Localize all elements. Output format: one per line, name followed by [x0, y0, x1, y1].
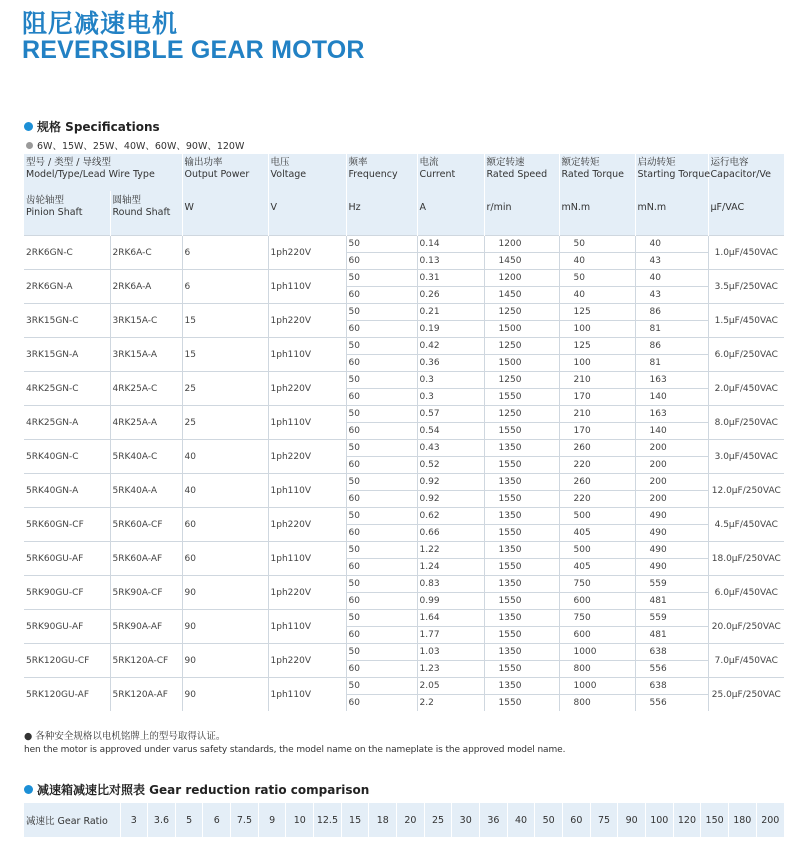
current-cell: 0.62	[417, 508, 484, 525]
voltage-cell: 1ph110V	[268, 270, 346, 304]
rated-speed-cell: 1450	[484, 287, 559, 304]
frequency-cell: 60	[346, 423, 417, 440]
header-current	[417, 154, 484, 236]
starting-torque-cell: 638	[635, 644, 708, 661]
round-shaft-model: 2RK6A-A	[110, 270, 182, 304]
rated-torque-cell: 800	[559, 661, 635, 678]
rated-torque-cell: 220	[559, 457, 635, 474]
capacitor-cell: 2.0μF/450VAC	[708, 372, 784, 406]
specifications-heading	[24, 118, 160, 135]
frequency-cell: 50	[346, 508, 417, 525]
rated-speed-cell: 1550	[484, 593, 559, 610]
voltage-cell: 1ph110V	[268, 406, 346, 440]
rated-torque-cell: 220	[559, 491, 635, 508]
rated-torque-cell: 50	[559, 236, 635, 253]
table-row	[24, 236, 784, 253]
starting-torque-cell: 40	[635, 236, 708, 253]
starting-torque-cell: 140	[635, 389, 708, 406]
power-range-text: 6W、15W、25W、40W、60W、90W、120W	[37, 141, 245, 152]
frequency-cell: 60	[346, 661, 417, 678]
capacitor-cell: 3.0μF/450VAC	[708, 440, 784, 474]
header-capacitor	[708, 154, 784, 236]
voltage-cell: 1ph220V	[268, 304, 346, 338]
pinion-shaft-model: 5RK90GU-AF	[24, 610, 110, 644]
round-shaft-model: 5RK40A-C	[110, 440, 182, 474]
current-cell: 0.99	[417, 593, 484, 610]
rated-torque-cell: 750	[559, 576, 635, 593]
rated-torque-cell: 750	[559, 610, 635, 627]
rated-torque-cell: 40	[559, 253, 635, 270]
gear-ratio-value: 90	[618, 803, 646, 837]
grey-bullet-icon	[26, 142, 33, 149]
output-power-cell: 90	[182, 610, 268, 644]
header-model-label: 型号 / 类型 / 导线型 Model/Type/Lead Wire Type	[26, 157, 155, 180]
header-output-power	[182, 154, 268, 236]
round-shaft-model: 5RK60A-CF	[110, 508, 182, 542]
frequency-cell: 60	[346, 491, 417, 508]
unit-a: A	[419, 202, 427, 213]
header-output-power-label: 输出功率 Output Power	[184, 157, 250, 180]
rated-speed-cell: 1350	[484, 474, 559, 491]
header-pinion-shaft-label: 齿轮轴型 Pinion Shaft	[26, 195, 83, 218]
current-cell: 0.42	[417, 338, 484, 355]
table-row	[24, 542, 784, 559]
output-power-cell: 25	[182, 406, 268, 440]
starting-torque-cell: 490	[635, 542, 708, 559]
rated-speed-cell: 1350	[484, 678, 559, 695]
starting-torque-cell: 481	[635, 593, 708, 610]
current-cell: 0.54	[417, 423, 484, 440]
current-cell: 0.52	[417, 457, 484, 474]
header-voltage	[268, 154, 346, 236]
round-shaft-model: 5RK90A-AF	[110, 610, 182, 644]
capacitor-cell: 1.5μF/450VAC	[708, 304, 784, 338]
page-title-cn: 阻尼减速电机	[22, 9, 179, 38]
current-cell: 0.66	[417, 525, 484, 542]
pinion-shaft-model: 2RK6GN-A	[24, 270, 110, 304]
starting-torque-cell: 81	[635, 321, 708, 338]
voltage-cell: 1ph110V	[268, 678, 346, 712]
header-current-label: 电流 Current	[419, 157, 456, 180]
header-starting-torque-label: 启动转矩 Starting Torque	[637, 157, 711, 180]
frequency-cell: 50	[346, 304, 417, 321]
pinion-shaft-model: 2RK6GN-C	[24, 236, 110, 270]
current-cell: 1.22	[417, 542, 484, 559]
current-cell: 2.05	[417, 678, 484, 695]
frequency-cell: 60	[346, 593, 417, 610]
starting-torque-cell: 559	[635, 576, 708, 593]
starting-torque-cell: 200	[635, 491, 708, 508]
gear-ratio-value: 75	[590, 803, 618, 837]
header-model	[24, 154, 182, 191]
starting-torque-cell: 481	[635, 627, 708, 644]
rated-speed-cell: 1350	[484, 610, 559, 627]
voltage-cell: 1ph110V	[268, 542, 346, 576]
table-row	[24, 508, 784, 525]
table-row	[24, 304, 784, 321]
output-power-cell: 40	[182, 474, 268, 508]
voltage-cell: 1ph220V	[268, 576, 346, 610]
rated-torque-cell: 260	[559, 474, 635, 491]
pinion-shaft-model: 3RK15GN-C	[24, 304, 110, 338]
voltage-cell: 1ph110V	[268, 474, 346, 508]
current-cell: 0.3	[417, 372, 484, 389]
gear-ratio-value: 10	[286, 803, 314, 837]
rated-speed-cell: 1450	[484, 253, 559, 270]
gear-ratio-heading	[24, 781, 369, 798]
voltage-cell: 1ph220V	[268, 440, 346, 474]
current-cell: 0.26	[417, 287, 484, 304]
starting-torque-cell: 43	[635, 253, 708, 270]
starting-torque-cell: 200	[635, 457, 708, 474]
pinion-shaft-model: 4RK25GN-A	[24, 406, 110, 440]
gear-ratio-label: 减速比 Gear Ratio	[26, 816, 108, 827]
starting-torque-cell: 490	[635, 559, 708, 576]
current-cell: 1.64	[417, 610, 484, 627]
frequency-cell: 60	[346, 695, 417, 712]
rated-speed-cell: 1250	[484, 338, 559, 355]
current-cell: 0.21	[417, 304, 484, 321]
unit-uf-vac: μF/VAC	[710, 202, 745, 213]
pinion-shaft-model: 3RK15GN-A	[24, 338, 110, 372]
current-cell: 1.77	[417, 627, 484, 644]
current-cell: 0.92	[417, 474, 484, 491]
gear-ratio-value: 180	[728, 803, 756, 837]
rated-speed-cell: 1550	[484, 423, 559, 440]
capacitor-cell: 6.0μF/250VAC	[708, 338, 784, 372]
gear-ratio-value: 50	[535, 803, 563, 837]
voltage-cell: 1ph110V	[268, 338, 346, 372]
frequency-cell: 50	[346, 406, 417, 423]
specifications-table	[24, 154, 784, 711]
header-rated-speed-label: 额定转速 Rated Speed	[486, 157, 548, 180]
table-row	[24, 678, 784, 695]
gear-ratio-value: 3.6	[148, 803, 176, 837]
output-power-cell: 25	[182, 372, 268, 406]
unit-mnm: mN.m	[561, 202, 591, 213]
voltage-cell: 1ph220V	[268, 236, 346, 270]
rated-torque-cell: 125	[559, 338, 635, 355]
rated-speed-cell: 1350	[484, 508, 559, 525]
gear-ratio-value: 9	[258, 803, 286, 837]
gear-ratio-value: 200	[756, 803, 784, 837]
current-cell: 0.92	[417, 491, 484, 508]
gear-ratio-value: 30	[452, 803, 480, 837]
rated-speed-cell: 1350	[484, 644, 559, 661]
table-row	[24, 474, 784, 491]
frequency-cell: 50	[346, 236, 417, 253]
starting-torque-cell: 490	[635, 525, 708, 542]
frequency-cell: 50	[346, 474, 417, 491]
header-rated-speed	[484, 154, 559, 236]
rated-speed-cell: 1550	[484, 559, 559, 576]
pinion-shaft-model: 5RK120GU-CF	[24, 644, 110, 678]
header-frequency-label: 频率 Frequency	[348, 157, 398, 180]
table-row	[24, 440, 784, 457]
rated-speed-cell: 1250	[484, 304, 559, 321]
gear-ratio-value: 25	[424, 803, 452, 837]
current-cell: 1.23	[417, 661, 484, 678]
gear-ratio-heading-text: 减速箱减速比对照表 Gear reduction ratio comparison	[37, 783, 370, 797]
current-cell: 0.3	[417, 389, 484, 406]
frequency-cell: 50	[346, 270, 417, 287]
note-cn-text: 各种安全规格以电机铭牌上的型号取得认证。	[35, 731, 226, 742]
starting-torque-cell: 163	[635, 372, 708, 389]
starting-torque-cell: 556	[635, 661, 708, 678]
power-range-line	[26, 138, 244, 152]
pinion-shaft-model: 4RK25GN-C	[24, 372, 110, 406]
frequency-cell: 50	[346, 678, 417, 695]
rated-torque-cell: 800	[559, 695, 635, 712]
gear-ratio-value: 120	[673, 803, 701, 837]
current-cell: 0.43	[417, 440, 484, 457]
header-capacitor-label: 运行电容 Capacitor/Ve	[710, 157, 771, 180]
capacitor-cell: 7.0μF/450VAC	[708, 644, 784, 678]
starting-torque-cell: 140	[635, 423, 708, 440]
bullet-dot-icon	[24, 785, 33, 794]
table-row	[24, 644, 784, 661]
pinion-shaft-model: 5RK40GN-A	[24, 474, 110, 508]
capacitor-cell: 4.5μF/450VAC	[708, 508, 784, 542]
table-row	[24, 610, 784, 627]
rated-torque-cell: 260	[559, 440, 635, 457]
rated-torque-cell: 1000	[559, 644, 635, 661]
output-power-cell: 15	[182, 304, 268, 338]
round-shaft-model: 5RK40A-A	[110, 474, 182, 508]
starting-torque-cell: 559	[635, 610, 708, 627]
rated-speed-cell: 1550	[484, 627, 559, 644]
frequency-cell: 60	[346, 627, 417, 644]
rated-speed-cell: 1500	[484, 355, 559, 372]
frequency-cell: 50	[346, 372, 417, 389]
table-row	[24, 406, 784, 423]
current-cell: 1.24	[417, 559, 484, 576]
rated-torque-cell: 405	[559, 559, 635, 576]
gear-ratio-value: 6	[203, 803, 231, 837]
rated-torque-cell: 170	[559, 423, 635, 440]
gear-ratio-value: 15	[341, 803, 369, 837]
output-power-cell: 6	[182, 236, 268, 270]
header-pinion-shaft	[24, 191, 110, 236]
rated-speed-cell: 1550	[484, 457, 559, 474]
current-cell: 0.31	[417, 270, 484, 287]
starting-torque-cell: 86	[635, 338, 708, 355]
rated-torque-cell: 125	[559, 304, 635, 321]
specifications-table-body	[24, 236, 784, 712]
rated-speed-cell: 1200	[484, 236, 559, 253]
round-shaft-model: 5RK90A-CF	[110, 576, 182, 610]
gear-ratio-table	[24, 803, 784, 837]
frequency-cell: 60	[346, 525, 417, 542]
current-cell: 1.03	[417, 644, 484, 661]
rated-torque-cell: 210	[559, 406, 635, 423]
rated-torque-cell: 1000	[559, 678, 635, 695]
gear-ratio-row	[24, 803, 784, 837]
rated-speed-cell: 1550	[484, 695, 559, 712]
unit-w: W	[184, 202, 194, 213]
gear-ratio-value: 3	[120, 803, 148, 837]
current-cell: 0.13	[417, 253, 484, 270]
current-cell: 0.83	[417, 576, 484, 593]
rated-speed-cell: 1350	[484, 542, 559, 559]
table-row	[24, 576, 784, 593]
capacitor-cell: 1.0μF/450VAC	[708, 236, 784, 270]
rated-torque-cell: 405	[559, 525, 635, 542]
frequency-cell: 50	[346, 338, 417, 355]
pinion-shaft-model: 5RK90GU-CF	[24, 576, 110, 610]
output-power-cell: 60	[182, 542, 268, 576]
gear-ratio-value: 100	[645, 803, 673, 837]
pinion-shaft-model: 5RK60GU-AF	[24, 542, 110, 576]
frequency-cell: 60	[346, 457, 417, 474]
capacitor-cell: 18.0μF/250VAC	[708, 542, 784, 576]
output-power-cell: 90	[182, 644, 268, 678]
capacitor-cell: 20.0μF/250VAC	[708, 610, 784, 644]
specifications-heading-text: 规格 Specifications	[37, 120, 160, 134]
pinion-shaft-model: 5RK40GN-C	[24, 440, 110, 474]
frequency-cell: 60	[346, 287, 417, 304]
header-rated-torque-label: 额定转矩 Rated Torque	[561, 157, 624, 180]
gear-ratio-value: 18	[369, 803, 397, 837]
current-cell: 0.14	[417, 236, 484, 253]
frequency-cell: 50	[346, 440, 417, 457]
current-cell: 2.2	[417, 695, 484, 712]
starting-torque-cell: 200	[635, 474, 708, 491]
frequency-cell: 60	[346, 253, 417, 270]
pinion-shaft-model: 5RK60GN-CF	[24, 508, 110, 542]
header-round-shaft-label: 圆轴型 Round Shaft	[112, 195, 171, 218]
gear-ratio-value: 60	[563, 803, 591, 837]
rated-speed-cell: 1550	[484, 661, 559, 678]
rated-speed-cell: 1250	[484, 406, 559, 423]
round-shaft-model: 5RK120A-AF	[110, 678, 182, 712]
round-shaft-model: 4RK25A-C	[110, 372, 182, 406]
page-title-en: REVERSIBLE GEAR MOTOR	[22, 36, 365, 64]
table-row	[24, 372, 784, 389]
output-power-cell: 90	[182, 678, 268, 712]
voltage-cell: 1ph110V	[268, 610, 346, 644]
unit-rmin: r/min	[486, 202, 512, 213]
header-voltage-label: 电压 Voltage	[270, 157, 307, 180]
table-row	[24, 338, 784, 355]
starting-torque-cell: 81	[635, 355, 708, 372]
frequency-cell: 50	[346, 542, 417, 559]
round-shaft-model: 2RK6A-C	[110, 236, 182, 270]
header-frequency	[346, 154, 417, 236]
rated-torque-cell: 600	[559, 593, 635, 610]
frequency-cell: 60	[346, 559, 417, 576]
rated-torque-cell: 210	[559, 372, 635, 389]
starting-torque-cell: 86	[635, 304, 708, 321]
rated-torque-cell: 600	[559, 627, 635, 644]
round-shaft-model: 5RK120A-CF	[110, 644, 182, 678]
rated-speed-cell: 1500	[484, 321, 559, 338]
rated-torque-cell: 100	[559, 321, 635, 338]
rated-torque-cell: 100	[559, 355, 635, 372]
bullet-dot-icon	[24, 122, 33, 131]
unit-v: V	[270, 202, 278, 213]
starting-torque-cell: 163	[635, 406, 708, 423]
gear-ratio-value: 5	[175, 803, 203, 837]
starting-torque-cell: 490	[635, 508, 708, 525]
round-shaft-model: 5RK60A-AF	[110, 542, 182, 576]
capacitor-cell: 8.0μF/250VAC	[708, 406, 784, 440]
header-starting-torque	[635, 154, 711, 236]
note-en: hen the motor is approved under varus safety standards, the model name on the nameplate is the approved model name.	[24, 745, 566, 755]
frequency-cell: 60	[346, 389, 417, 406]
current-cell: 0.19	[417, 321, 484, 338]
current-cell: 0.57	[417, 406, 484, 423]
header-rated-torque	[559, 154, 635, 236]
gear-ratio-value: 40	[507, 803, 535, 837]
rated-torque-cell: 500	[559, 542, 635, 559]
rated-speed-cell: 1350	[484, 440, 559, 457]
round-shaft-model: 4RK25A-A	[110, 406, 182, 440]
voltage-cell: 1ph220V	[268, 372, 346, 406]
capacitor-cell: 25.0μF/250VAC	[708, 678, 784, 712]
frequency-cell: 60	[346, 321, 417, 338]
rated-speed-cell: 1200	[484, 270, 559, 287]
rated-speed-cell: 1350	[484, 576, 559, 593]
voltage-cell: 1ph220V	[268, 508, 346, 542]
gear-ratio-value: 12.5	[314, 803, 342, 837]
unit-mnm: mN.m	[637, 202, 667, 213]
output-power-cell: 40	[182, 440, 268, 474]
output-power-cell: 6	[182, 270, 268, 304]
gear-ratio-value: 150	[701, 803, 729, 837]
round-shaft-model: 3RK15A-C	[110, 304, 182, 338]
rated-speed-cell: 1550	[484, 491, 559, 508]
frequency-cell: 50	[346, 576, 417, 593]
rated-speed-cell: 1550	[484, 389, 559, 406]
capacitor-cell: 3.5μF/250VAC	[708, 270, 784, 304]
gear-ratio-value: 36	[480, 803, 508, 837]
current-cell: 0.36	[417, 355, 484, 372]
output-power-cell: 60	[182, 508, 268, 542]
rated-speed-cell: 1550	[484, 525, 559, 542]
starting-torque-cell: 556	[635, 695, 708, 712]
frequency-cell: 50	[346, 644, 417, 661]
gear-ratio-value: 7.5	[231, 803, 259, 837]
starting-torque-cell: 43	[635, 287, 708, 304]
output-power-cell: 90	[182, 576, 268, 610]
frequency-cell: 60	[346, 355, 417, 372]
rated-torque-cell: 40	[559, 287, 635, 304]
header-round-shaft	[110, 191, 182, 236]
output-power-cell: 15	[182, 338, 268, 372]
rated-torque-cell: 50	[559, 270, 635, 287]
capacitor-cell: 6.0μF/450VAC	[708, 576, 784, 610]
pinion-shaft-model: 5RK120GU-AF	[24, 678, 110, 712]
starting-torque-cell: 200	[635, 440, 708, 457]
starting-torque-cell: 40	[635, 270, 708, 287]
capacitor-cell: 12.0μF/250VAC	[708, 474, 784, 508]
table-row	[24, 270, 784, 287]
round-shaft-model: 3RK15A-A	[110, 338, 182, 372]
note-cn: ● 各种安全规格以电机铭牌上的型号取得认证。	[24, 731, 226, 742]
voltage-cell: 1ph220V	[268, 644, 346, 678]
rated-torque-cell: 500	[559, 508, 635, 525]
unit-hz: Hz	[348, 202, 361, 213]
rated-speed-cell: 1250	[484, 372, 559, 389]
frequency-cell: 50	[346, 610, 417, 627]
starting-torque-cell: 638	[635, 678, 708, 695]
rated-torque-cell: 170	[559, 389, 635, 406]
gear-ratio-value: 20	[397, 803, 425, 837]
